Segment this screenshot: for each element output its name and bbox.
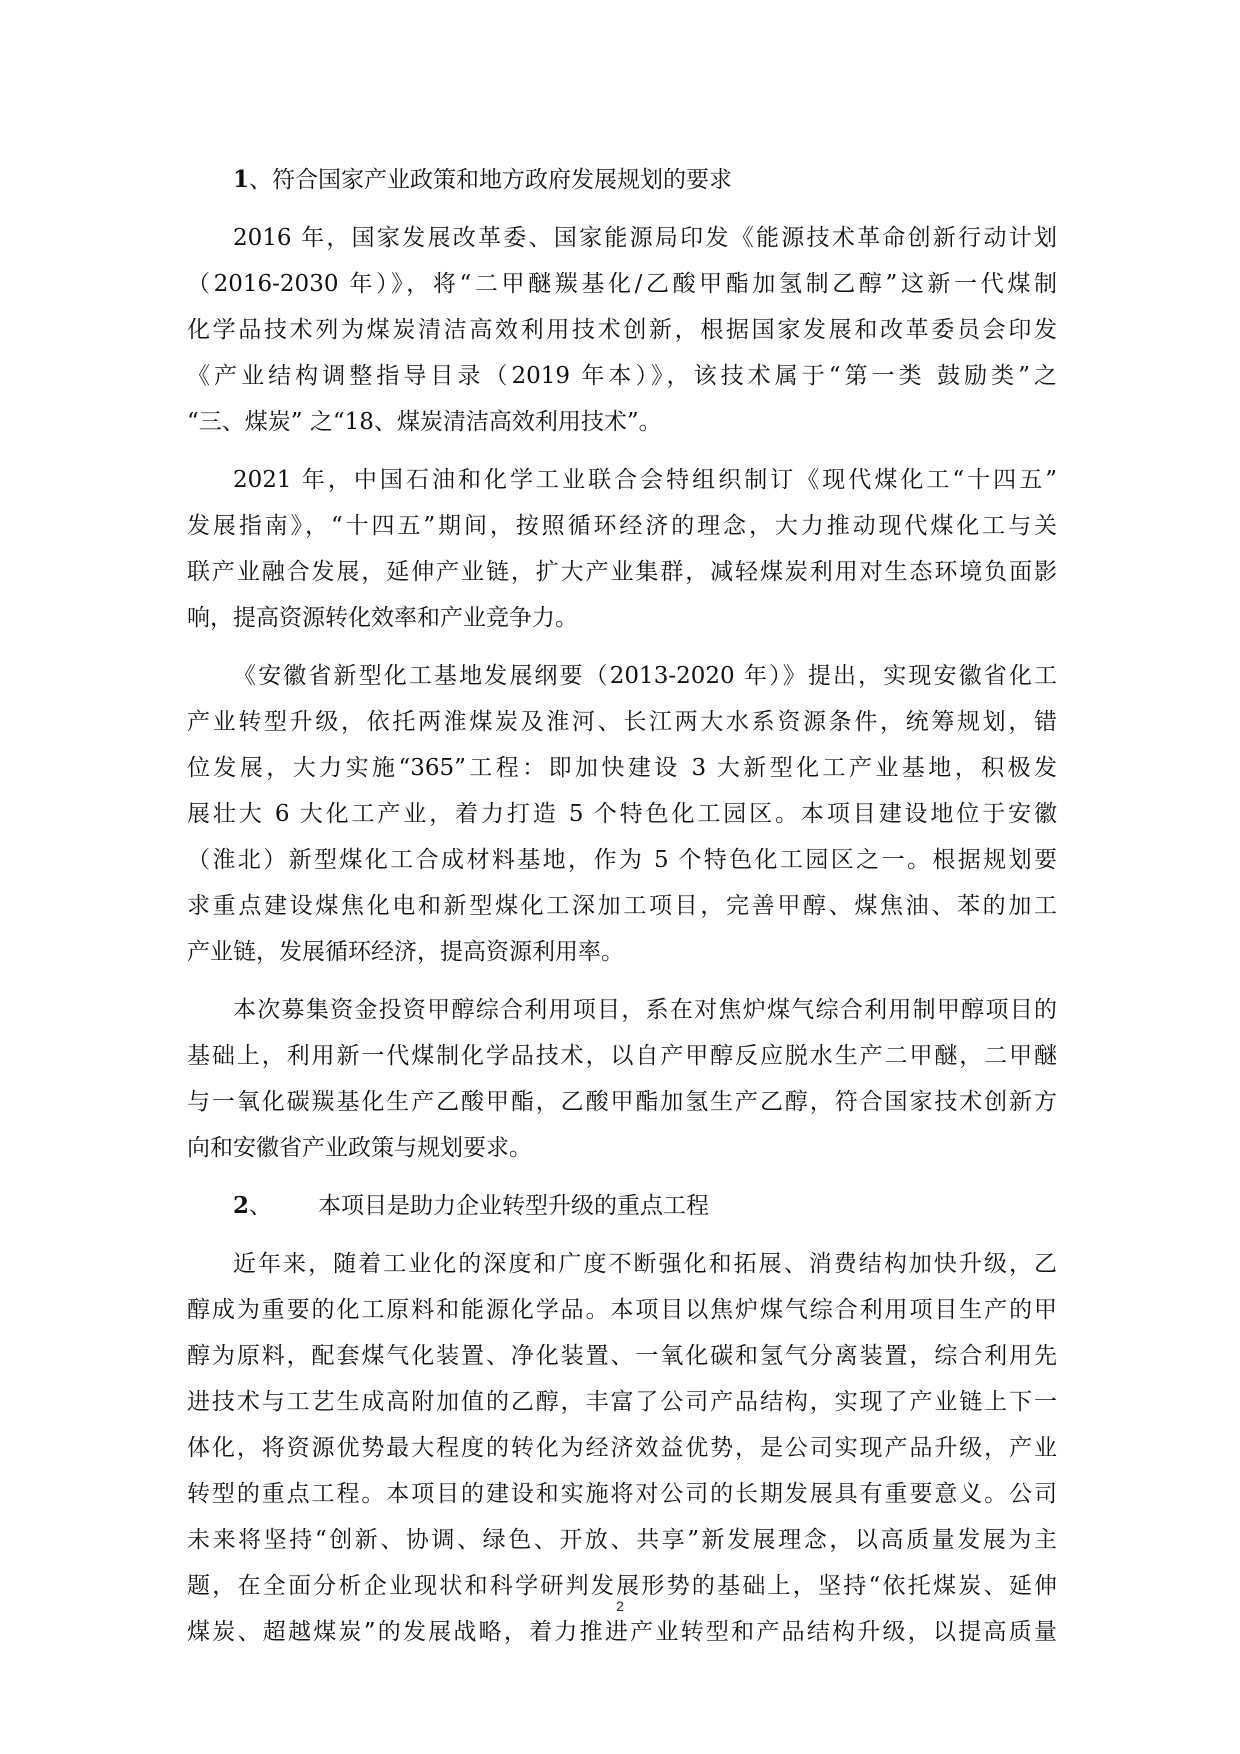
paragraph-line: 响，提高资源转化效率和产业竞争力。 xyxy=(187,605,578,631)
paragraph-line: 本次募集资金投资甲醇综合利用项目，系在对焦炉煤气综合利用制甲醇项目的 xyxy=(233,997,1057,1023)
paragraph-line: 题，在全面分析企业现状和科学研判发展形势的基础上，坚持“依托煤炭、延伸 xyxy=(187,1573,1057,1599)
paragraph-line: 产业转型升级，依托两淮煤炭及淮河、长江两大水系资源条件，统筹规划，错 xyxy=(187,709,1057,735)
paragraph-line: 《产业结构调整指导目录（2019 年本）》，该技术属于“第一类 鼓励类”之 xyxy=(187,363,1057,389)
paragraph-line: 2021 年，中国石油和化学工业联合会特组织制订《现代煤化工“十四五” xyxy=(233,467,1057,493)
paragraph-line: 位发展，大力实施“365”工程：即加快建设 3 大新型化工产业基地，积极发 xyxy=(187,755,1057,781)
section-heading-1 xyxy=(187,157,1057,203)
paragraph-line: 基础上，利用新一代煤制化学品技术，以自产甲醇反应脱水生产二甲醚，二甲醚 xyxy=(187,1043,1057,1069)
paragraph-line: 转型的重点工程。本项目的建设和实施将对公司的长期发展具有重要意义。公司 xyxy=(187,1481,1057,1507)
section-heading-1-text: 、符合国家产业政策和地方政府发展规划的要求 xyxy=(249,167,733,193)
paragraph-line: 向和安徽省产业政策与规划要求。 xyxy=(187,1135,532,1161)
paragraph-line: 体化，将资源优势最大程度的转化为经济效益优势，是公司实现产品升级，产业 xyxy=(187,1435,1057,1461)
paragraph-line: “三、煤炭” 之“18、煤炭清洁高效利用技术”。 xyxy=(187,409,662,435)
paragraph-line: 近年来，随着工业化的深度和广度不断强化和拓展、消费结构加快升级，乙 xyxy=(233,1251,1057,1277)
paragraph-line: 醇成为重要的化工原料和能源化学品。本项目以焦炉煤气综合利用项目生产的甲 xyxy=(187,1297,1057,1323)
paragraph-line: 煤炭、超越煤炭”的发展战略，着力推进产业转型和产品结构升级，以提高质量 xyxy=(187,1619,1057,1645)
section-heading-2-text: 本项目是助力企业转型升级的重点工程 xyxy=(318,1193,710,1219)
section-heading-1-number: 1 xyxy=(233,166,250,193)
paragraph-1 xyxy=(187,215,1057,445)
section-heading-2 xyxy=(187,1183,1057,1229)
paragraph-line: （淮北）新型煤化工合成材料基地，作为 5 个特色化工园区之一。根据规划要 xyxy=(187,847,1057,873)
paragraph-line: 求重点建设煤焦化电和新型煤化工深加工项目，完善甲醇、煤焦油、苯的加工 xyxy=(187,893,1057,919)
paragraph-line: 醇为原料，配套煤气化装置、净化装置、一氧化碳和氢气分离装置，综合利用先 xyxy=(187,1343,1057,1369)
paragraph-line: 产业链，发展循环经济，提高资源利用率。 xyxy=(187,939,624,965)
paragraph-2 xyxy=(187,457,1057,641)
section-heading-2-number: 2 xyxy=(233,1192,250,1219)
paragraph-line: 展壮大 6 大化工产业，着力打造 5 个特色化工园区。本项目建设地位于安徽 xyxy=(187,801,1057,827)
paragraph-line: 2016 年，国家发展改革委、国家能源局印发《能源技术革命创新行动计划 xyxy=(233,225,1057,251)
document-body xyxy=(187,157,1057,1667)
paragraph-line: 《安徽省新型化工基地发展纲要（2013-2020 年）》提出，实现安徽省化工 xyxy=(233,663,1057,689)
paragraph-4 xyxy=(187,987,1057,1171)
paragraph-line: 未来将坚持“创新、协调、绿色、开放、共享”新发展理念，以高质量发展为主 xyxy=(187,1527,1057,1553)
paragraph-line: 化学品技术列为煤炭清洁高效利用技术创新，根据国家发展和改革委员会印发 xyxy=(187,317,1057,343)
paragraph-line: （2016-2030 年）》，将“二甲醚羰基化/乙酸甲酯加氢制乙醇”这新一代煤制 xyxy=(187,271,1057,297)
paragraph-3 xyxy=(187,653,1057,975)
paragraph-5 xyxy=(187,1241,1057,1655)
section-heading-2-separator: 、 xyxy=(249,1193,273,1219)
paragraph-line: 进技术与工艺生成高附加值的乙醇，丰富了公司产品结构，实现了产业链上下一 xyxy=(187,1389,1057,1415)
paragraph-line: 发展指南》，“十四五”期间，按照循环经济的理念，大力推动现代煤化工与关 xyxy=(187,513,1057,539)
page-number: 2 xyxy=(616,1598,624,1614)
paragraph-line: 联产业融合发展，延伸产业链，扩大产业集群，减轻煤炭利用对生态环境负面影 xyxy=(187,559,1057,585)
paragraph-line: 与一氧化碳羰基化生产乙酸甲酯，乙酸甲酯加氢生产乙醇，符合国家技术创新方 xyxy=(187,1089,1057,1115)
